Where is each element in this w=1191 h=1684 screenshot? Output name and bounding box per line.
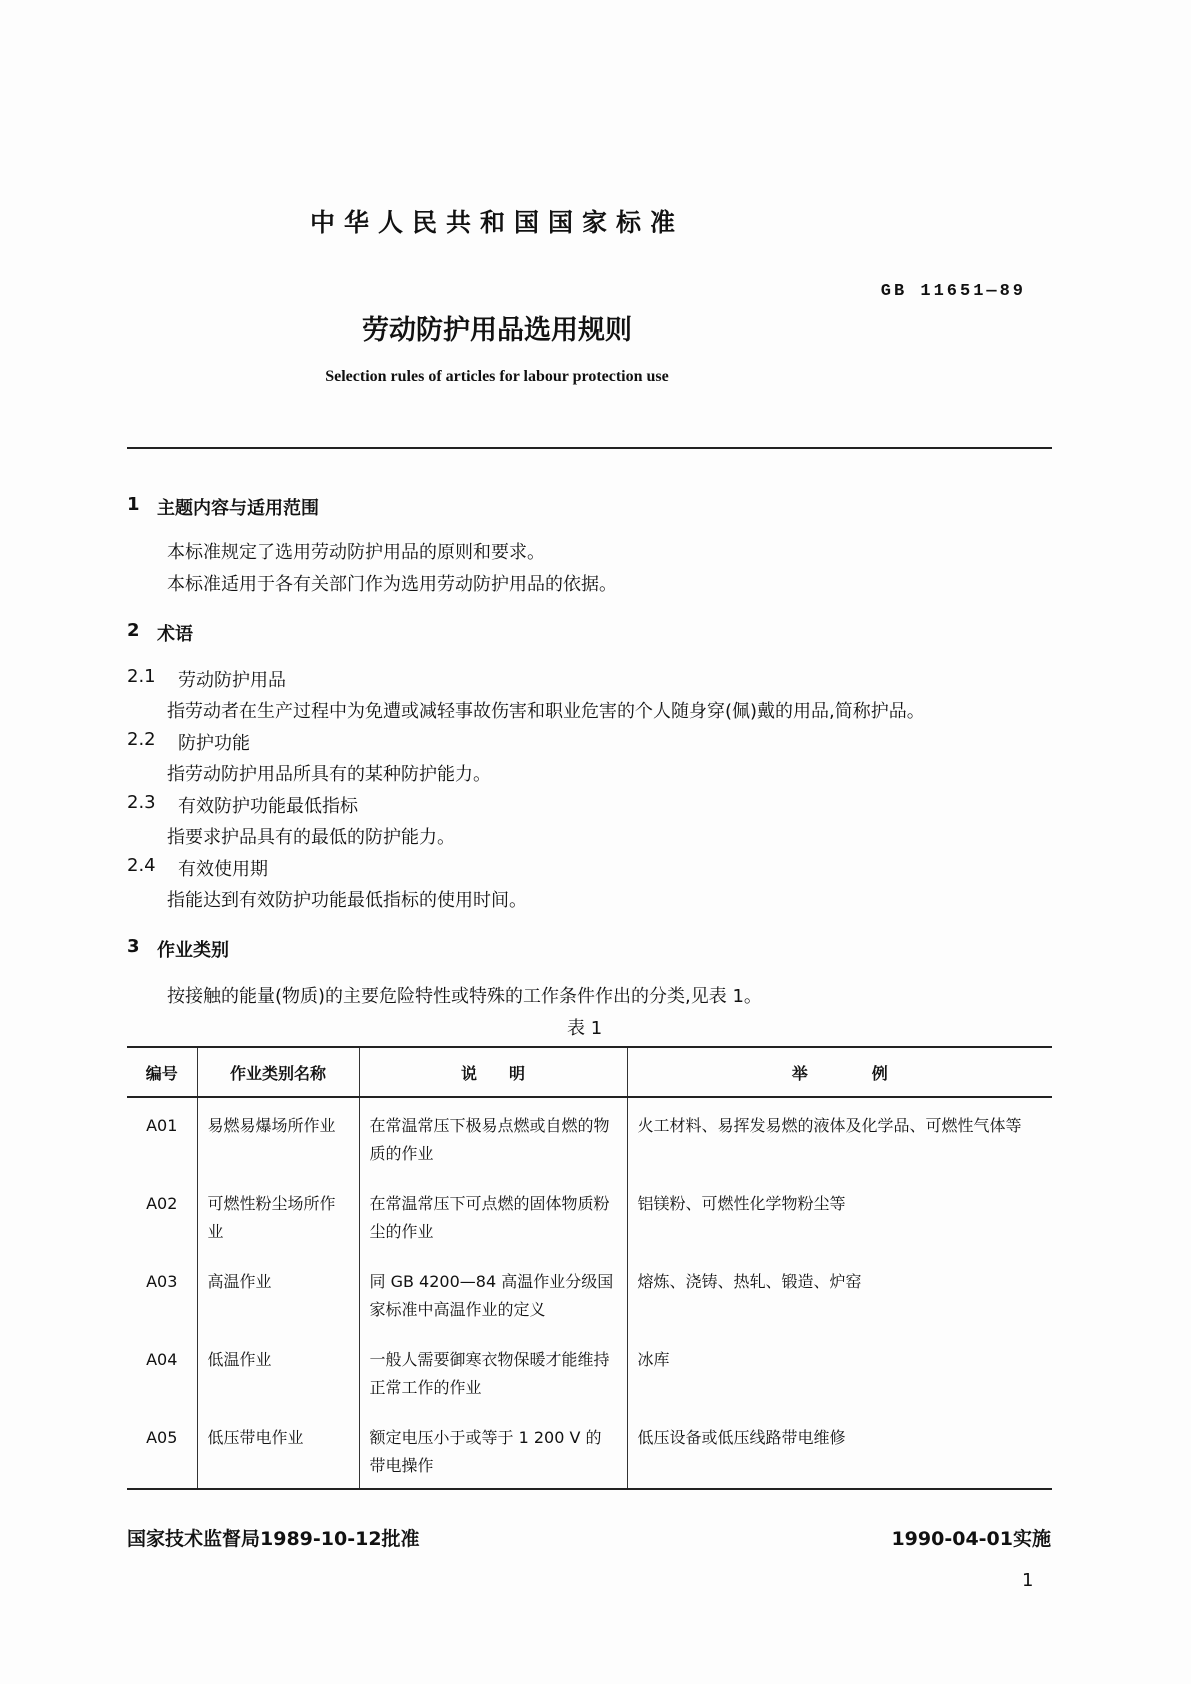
section-title: 有效防护功能最低指标	[178, 796, 358, 817]
section-number: 2.2	[127, 729, 156, 750]
paragraph: 本标准适用于各有关部门作为选用劳动防护用品的依据。	[167, 574, 617, 595]
table-row	[127, 1254, 1052, 1332]
table-caption: 表 1	[567, 1018, 603, 1039]
table-cell: 在常温常压下极易点燃或自燃的物质的作业	[359, 1097, 627, 1176]
approval-date: 国家技术监督局1989-10-12批准	[127, 1528, 420, 1550]
section-title: 有效使用期	[178, 859, 268, 880]
effective-date: 1990-04-01实施	[891, 1528, 1051, 1550]
paragraph: 按接触的能量(物质)的主要危险特性或特殊的工作条件作出的分类,见表 1。	[167, 986, 762, 1007]
section-number: 2.3	[127, 792, 156, 813]
page-number: 1	[1022, 1570, 1034, 1591]
section-number: 2.4	[127, 855, 156, 876]
standard-code: GB 11651—89	[880, 282, 1026, 301]
table-row	[127, 1410, 1052, 1489]
table-cell: 低压带电作业	[197, 1410, 359, 1489]
paragraph: 指要求护品具有的最低的防护能力。	[167, 827, 455, 848]
table-cell: 易燃易爆场所作业	[197, 1097, 359, 1176]
section-number: 1	[127, 494, 140, 515]
divider	[127, 447, 1052, 449]
table-cell: 冰库	[627, 1332, 1052, 1410]
header-cell: 说 明	[359, 1047, 627, 1097]
table-cell: 火工材料、易挥发易燃的液体及化学品、可燃性气体等	[627, 1097, 1052, 1176]
table-cell: 同 GB 4200—84 高温作业分级国家标准中高温作业的定义	[359, 1254, 627, 1332]
english-title: Selection rules of articles for labour protection use	[325, 368, 669, 385]
table-header-row	[127, 1047, 1052, 1097]
section-number: 2.1	[127, 666, 156, 687]
table-cell: 铝镁粉、可燃性化学物粉尘等	[627, 1176, 1052, 1254]
section-title: 防护功能	[178, 733, 250, 754]
paragraph: 本标准规定了选用劳动防护用品的原则和要求。	[167, 542, 545, 563]
work-category-table	[127, 1046, 1052, 1490]
section-number: 2	[127, 620, 140, 641]
header-cell: 编号	[127, 1047, 197, 1097]
table-cell: A03	[146, 1272, 178, 1291]
table-row	[127, 1097, 1052, 1176]
table-cell: A01	[146, 1116, 178, 1135]
table-cell: 额定电压小于或等于 1 200 V 的带电操作	[359, 1410, 627, 1489]
table-cell: 熔炼、浇铸、热轧、锻造、炉窑	[627, 1254, 1052, 1332]
paragraph: 指劳动者在生产过程中为免遭或减轻事故伤害和职业危害的个人随身穿(佩)戴的用品,简称护品。	[167, 701, 925, 722]
table-cell: 低温作业	[197, 1332, 359, 1410]
section-title: 主题内容与适用范围	[157, 498, 319, 519]
table-cell: 低压设备或低压线路带电维修	[627, 1410, 1052, 1489]
header-cell: 举 例	[627, 1047, 1052, 1097]
table-cell: A04	[146, 1350, 178, 1369]
section-title: 术语	[157, 624, 193, 645]
table-cell: 在常温常压下可点燃的固体物质粉尘的作业	[359, 1176, 627, 1254]
table-cell: A05	[146, 1428, 178, 1447]
header-cell: 作业类别名称	[197, 1047, 359, 1097]
section-title: 作业类别	[157, 940, 229, 961]
paragraph: 指劳动防护用品所具有的某种防护能力。	[167, 764, 491, 785]
section-title: 劳动防护用品	[178, 670, 286, 691]
table-row	[127, 1332, 1052, 1410]
table-cell: 高温作业	[197, 1254, 359, 1332]
table-cell: A02	[146, 1194, 178, 1213]
document-title: 劳动防护用品选用规则	[362, 315, 632, 346]
paragraph: 指能达到有效防护功能最低指标的使用时间。	[167, 890, 527, 911]
table-row	[127, 1176, 1052, 1254]
table-cell: 一般人需要御寒衣物保暖才能维持正常工作的作业	[359, 1332, 627, 1410]
table-cell: 可燃性粉尘场所作业	[197, 1176, 359, 1254]
section-number: 3	[127, 936, 140, 957]
national-standard-heading: 中华人民共和国国家标准	[309, 208, 684, 237]
